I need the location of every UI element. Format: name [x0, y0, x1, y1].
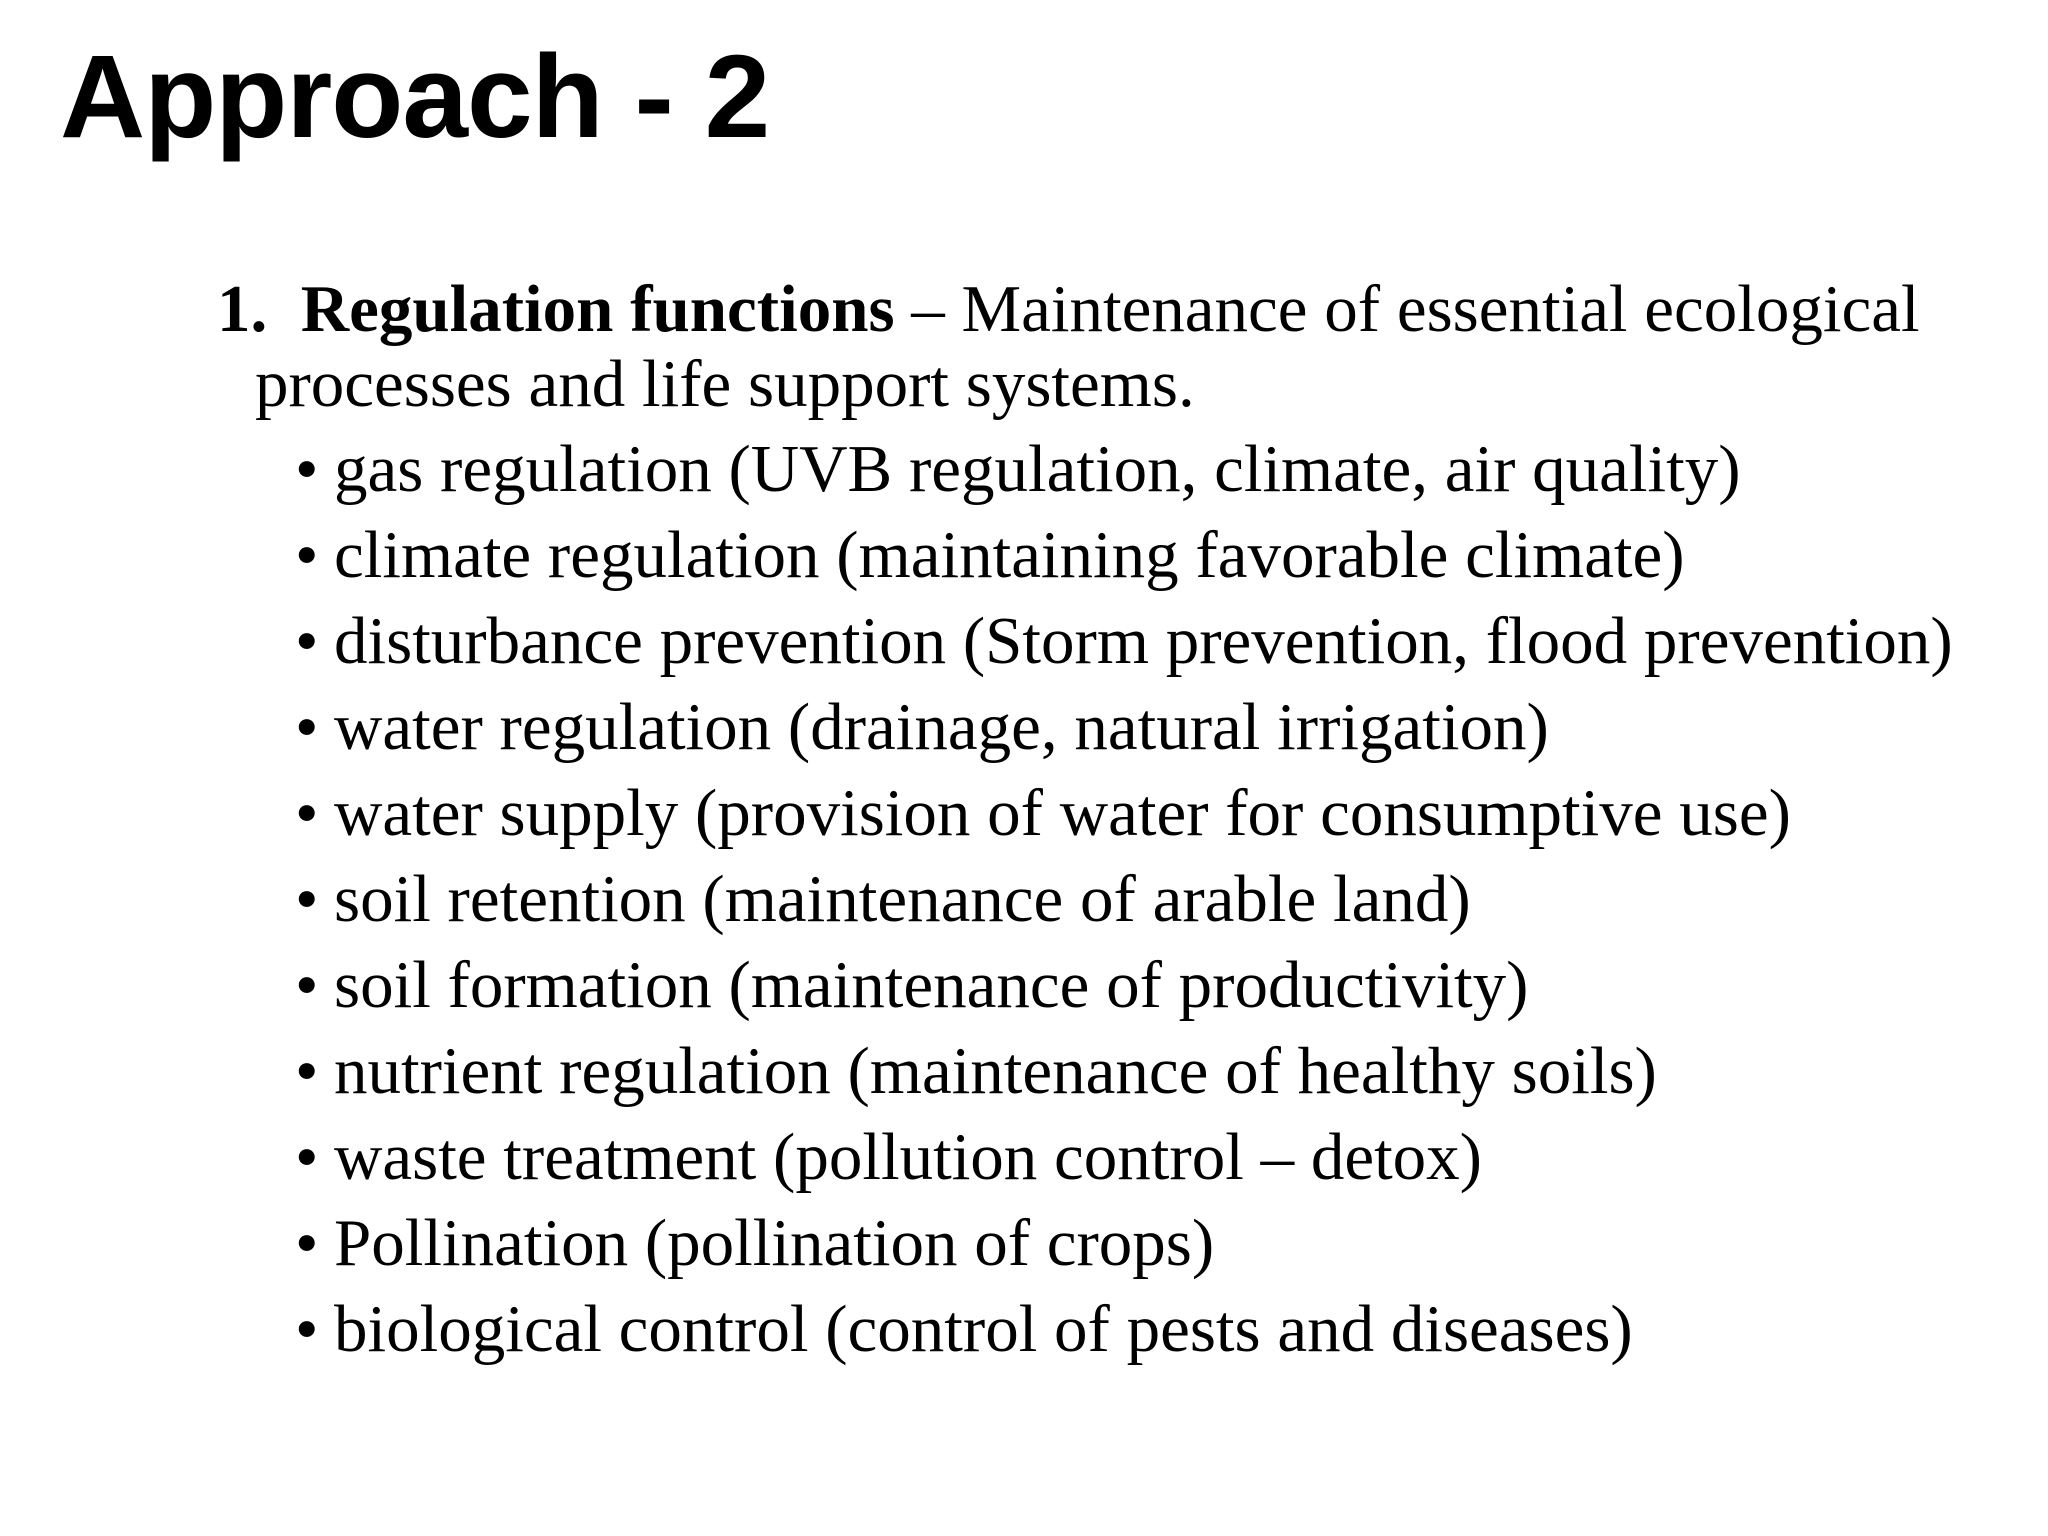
list-item-text: water supply (provision of water for consumptive use): [334, 776, 1791, 850]
list-item: [217, 1120, 2017, 1195]
bullet-icon: •: [295, 518, 319, 592]
bullet-icon: •: [295, 1206, 319, 1280]
list-item: [217, 862, 2017, 937]
list-item: [217, 432, 2017, 507]
slide-content: [217, 272, 2017, 1378]
bullet-icon: •: [295, 432, 319, 506]
list-item: [217, 1206, 2017, 1281]
slide-title: Approach - 2: [60, 31, 770, 163]
list-item-text: water regulation (drainage, natural irrigation): [334, 690, 1549, 764]
list-item-text: gas regulation (UVB regulation, climate, air quality): [334, 432, 1741, 506]
bullet-icon: •: [295, 776, 319, 850]
item-description: – Maintenance of essential ecological processes and life support systems.: [255, 272, 1920, 421]
list-item: [217, 690, 2017, 765]
list-item: [217, 776, 2017, 851]
list-item-text: waste treatment (pollution control – detox): [334, 1120, 1482, 1194]
list-item: [217, 604, 2017, 679]
bullet-icon: •: [295, 1292, 319, 1366]
list-item-text: disturbance prevention (Storm prevention, flood prevention): [334, 604, 1953, 678]
bullet-list: [217, 432, 2017, 1367]
item-number: 1.: [217, 272, 268, 346]
list-item-text: nutrient regulation (maintenance of healthy soils): [334, 1034, 1657, 1108]
list-item: [217, 518, 2017, 593]
bullet-icon: •: [295, 1120, 319, 1194]
list-item-text: soil formation (maintenance of productivity): [334, 948, 1529, 1022]
item-heading: Regulation functions: [300, 272, 895, 346]
bullet-icon: •: [295, 948, 319, 1022]
bullet-icon: •: [295, 862, 319, 936]
list-item: [217, 1034, 2017, 1109]
numbered-item: [217, 272, 2017, 422]
list-item-text: biological control (control of pests and diseases): [334, 1292, 1633, 1366]
list-item-text: climate regulation (maintaining favorable climate): [334, 518, 1685, 592]
bullet-icon: •: [295, 690, 319, 764]
bullet-icon: •: [295, 1034, 319, 1108]
list-item: [217, 1292, 2017, 1367]
list-item-text: Pollination (pollination of crops): [334, 1206, 1215, 1280]
list-item: [217, 948, 2017, 1023]
list-item-text: soil retention (maintenance of arable land): [334, 862, 1471, 936]
bullet-icon: •: [295, 604, 319, 678]
